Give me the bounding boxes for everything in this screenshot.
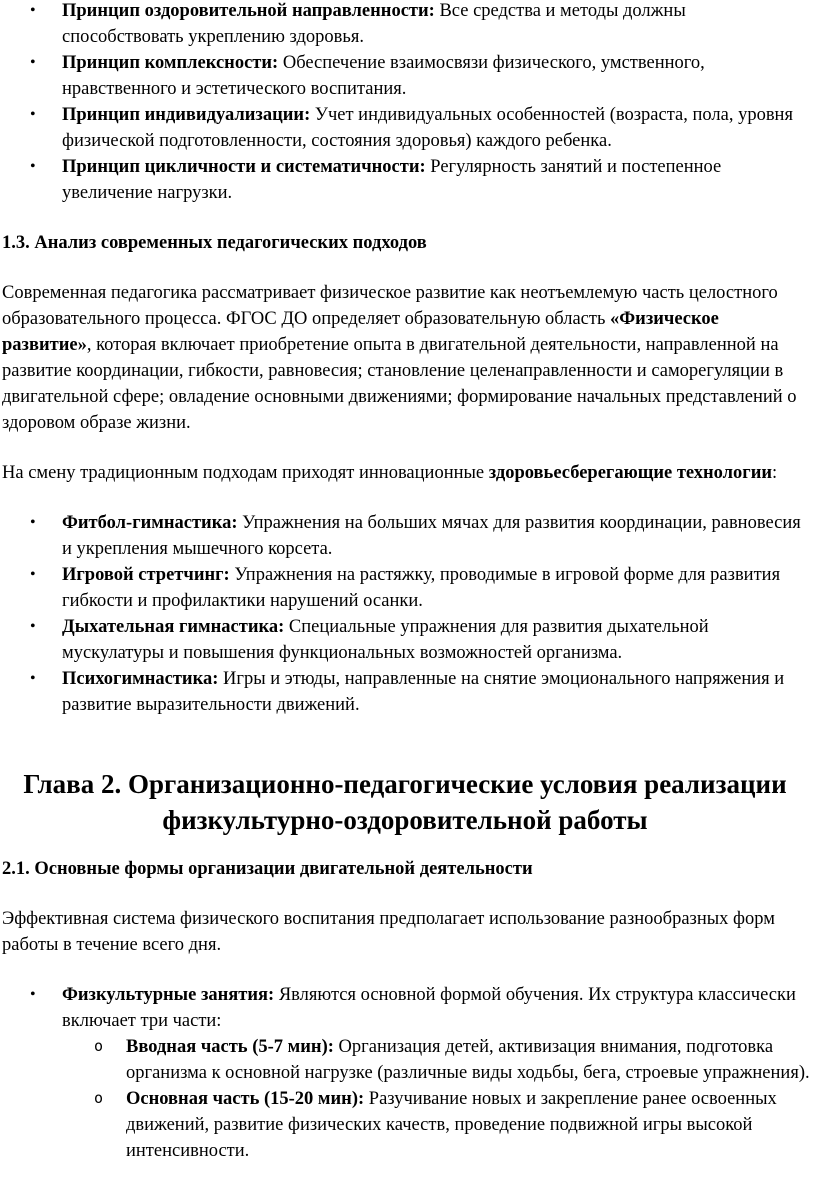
list-item: • Принцип комплексности: Обеспечение взаимосвязи физического, умственного, нравственного и эстетического воспитания. [0,50,810,102]
list-item: • Физкультурные занятия: Являются основной формой обучения. Их структура классически включает три части: o Вводная часть (5-7 мин): Организация детей, активизация внимания, подготовка организма к основной нагрузке (различные виды ходьбы, бега, строевые упражнения). o Основная часть (15-20 мин): Разучивание новых и закрепление ранее освоенных движений, развитие физических качеств, проведение подвижной игры высокой интенсивности. [0,982,810,1164]
list-item: • Дыхательная гимнастика: Специальные упражнения для развития дыхательной мускулатуры и повышения функциональных возможностей организма. [0,614,810,666]
section-heading-2-1: 2.1. Основные формы организации двигательной деятельности [2,859,533,879]
sub-list-item: o Основная часть (15-20 мин): Разучивание новых и закрепление ранее освоенных движений, развитие физических качеств, проведение подвижной игры высокой интенсивности. [0,1086,810,1164]
technologies-list [0,510,810,718]
list-item: • Психогимнастика: Игры и этюды, направленные на снятие эмоционального напряжения и развитие выразительности движений. [0,666,810,718]
sub-list-item: o Вводная часть (5-7 мин): Организация детей, активизация внимания, подготовка организма к основной нагрузке (различные виды ходьбы, бега, строевые упражнения). [0,1034,810,1086]
list-item: • Фитбол-гимнастика: Упражнения на больших мячах для развития координации, равновесия и укрепления мышечного корсета. [0,510,810,562]
chapter-title: Глава 2. Организационно-педагогические условия реализации физкультурно-оздоровительной работы [23,769,787,835]
forms-list [0,982,810,1164]
list-item: • Принцип индивидуализации: Учет индивидуальных особенностей (возраста, пола, уровня физической подготовленности, состояния здоровья) каждого ребенка. [0,102,810,154]
paragraph: Эффективная система физического воспитания предполагает использование разнообразных форм работы в течение всего дня. [2,909,775,955]
section-heading-1-3: 1.3. Анализ современных педагогических подходов [2,233,427,253]
paragraph: На смену традиционным подходам приходят инновационные здоровьесберегающие технологии: [2,463,778,483]
principles-list [0,0,810,206]
list-item: • Игровой стретчинг: Упражнения на растяжку, проводимые в игровой форме для развития гибкости и профилактики нарушений осанки. [0,562,810,614]
paragraph: Современная педагогика рассматривает физическое развитие как неотъемлемую часть целостного образовательного процесса. ФГОС ДО определяет образовательную область «Физическое развитие», которая включает приобретение опыта в двигательной деятельности, направленной на развитие координации, гибкости, равновесия; становление целенаправленности и саморегуляции в двигательной сфере; овладение основными движениями; формирование начальных представлений о здоровом образе жизни. [2,283,797,433]
lesson-parts-list [0,1034,810,1164]
list-item: • Принцип цикличности и систематичности: Регулярность занятий и постепенное увеличение нагрузки. [0,154,810,206]
list-item: • Принцип оздоровительной направленности: Все средства и методы должны способствовать укреплению здоровья. [0,0,810,50]
